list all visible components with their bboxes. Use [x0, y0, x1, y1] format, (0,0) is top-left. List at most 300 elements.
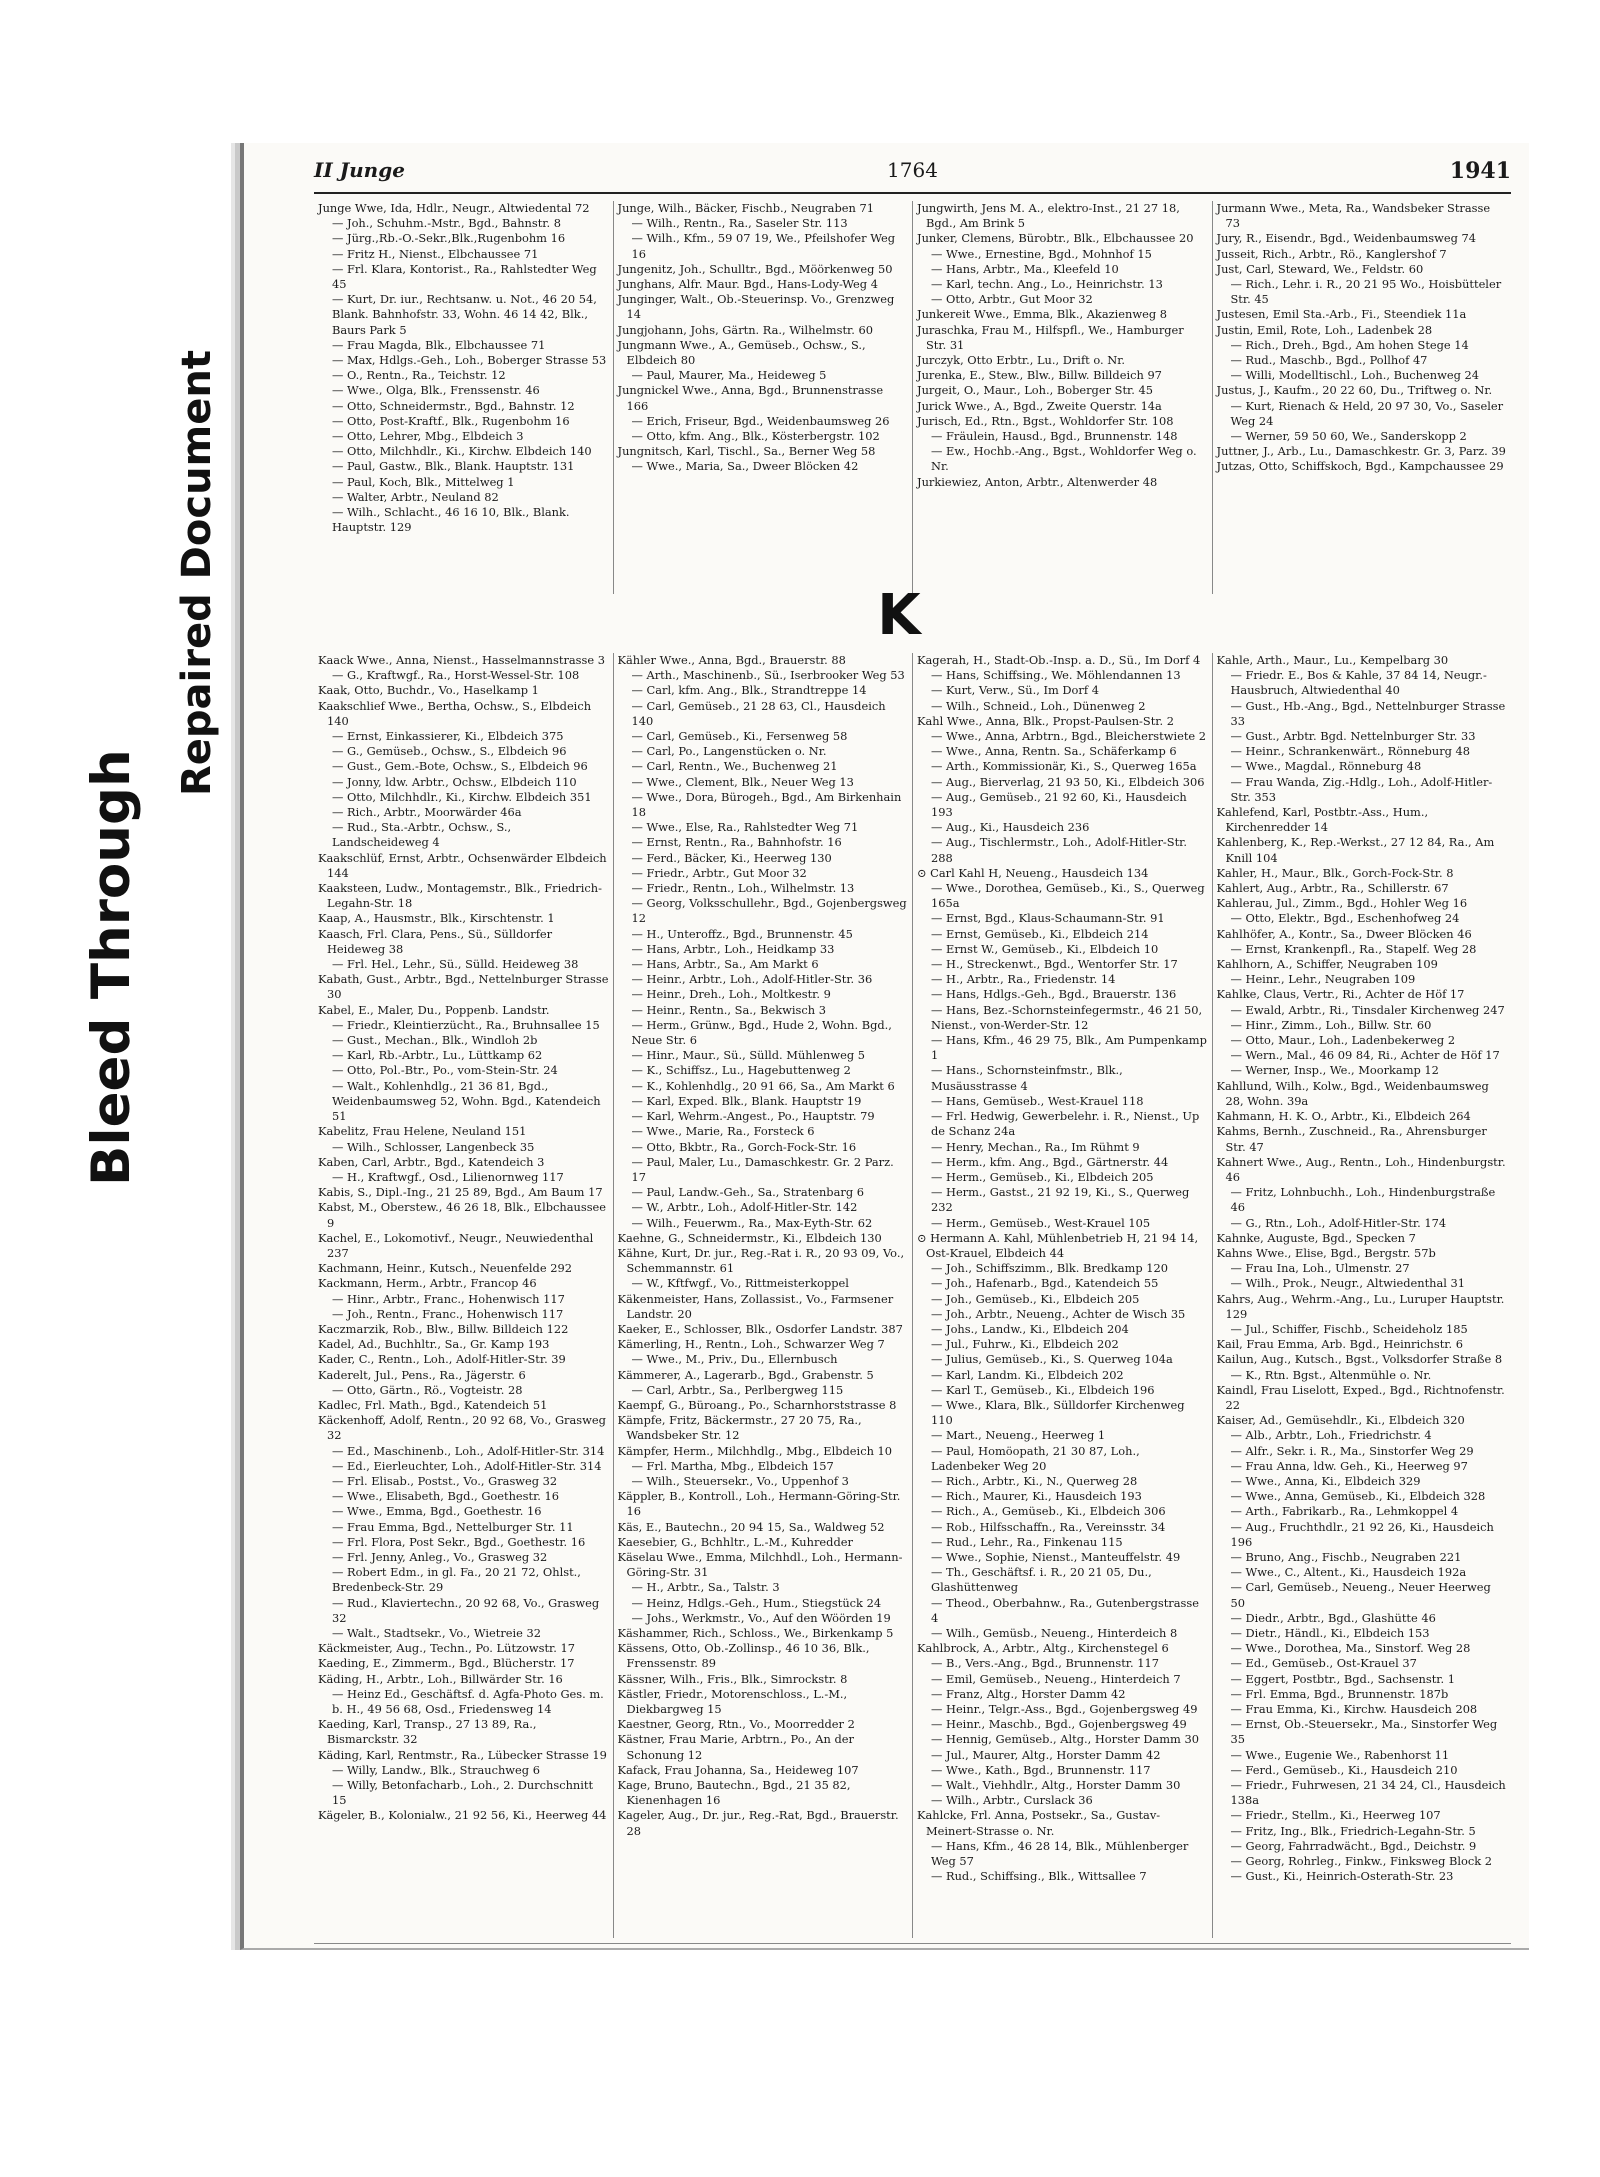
directory-entry: Kackmann, Herm., Arbtr., Francop 46 [318, 1276, 537, 1291]
top-column-2 [614, 201, 914, 594]
directory-entry: — Frl. Hedwig, Gewerbelehr. i. R., Nienst., Up de Schanz 24a [931, 1109, 1200, 1139]
directory-entry: — Wwe., C., Altent., Ki., Hausdeich 192a [1230, 1565, 1467, 1580]
directory-entry: — Friedr., Rentn., Loh., Wilhelmstr. 13 [631, 881, 855, 896]
directory-entry: — K., Rtn. Bgst., Altenmühle o. Nr. [1230, 1367, 1432, 1382]
directory-entry: Kadlec, Frl. Math., Bgd., Katendeich 51 [318, 1397, 548, 1412]
directory-entry: Käs, E., Bautechn., 20 94 15, Sa., Waldweg 52 [617, 1519, 885, 1534]
directory-entry: Kaaksteen, Ludw., Montagemstr., Blk., Friedrich-Legahn-Str. 18 [318, 881, 602, 911]
directory-entry: — Wwe., Eugenie We., Rabenhorst 11 [1230, 1747, 1450, 1762]
directory-entry: — Wwe., M., Priv., Du., Ellernbusch [631, 1352, 838, 1367]
directory-entry: — Paul, Koch, Blk., Mittelweg 1 [332, 474, 515, 489]
directory-entry: Kämpfe, Fritz, Bäckermstr., 27 20 75, Ra., Wandsbeker Str. 12 [617, 1413, 862, 1443]
directory-entry: — Otto, Pol.-Btr., Po., vom-Stein-Str. 24 [332, 1063, 558, 1078]
directory-entry: — Diedr., Arbtr., Bgd., Glashütte 46 [1230, 1610, 1436, 1625]
directory-entry: — Rud., Lehr., Ra., Finkenau 115 [931, 1534, 1123, 1549]
directory-entry: — Jürg.,Rb.-O.-Sekr.,Blk.,Rugenbohm 16 [332, 231, 566, 246]
directory-entry: — Wwe., Marie, Ra., Forsteck 6 [631, 1124, 815, 1139]
directory-entry: Kaesebier, G., Bchhltr., L.-M., Kuhredder [617, 1534, 853, 1549]
directory-entry: — Wilh., Schneid., Loh., Dünenweg 2 [931, 698, 1146, 713]
directory-entry: — Karl T., Gemüseb., Ki., Elbdeich 196 [931, 1382, 1155, 1397]
bottom-column-3 [913, 653, 1213, 1938]
directory-entry: Kagerah, H., Stadt-Ob.-Insp. a. D., Sü., Im Dorf 4 [917, 653, 1201, 667]
directory-entry: Jungenitz, Joh., Schulltr., Bgd., Möörkenweg 50 [617, 261, 893, 276]
directory-entry: Jutzas, Otto, Schiffskoch, Bgd., Kampchaussee 29 [1216, 459, 1504, 474]
directory-entry: — Wwe., Maria, Sa., Dweer Blöcken 42 [631, 459, 859, 474]
header-rule [314, 192, 1511, 194]
directory-entry: — Frau Wanda, Zig.-Hdlg., Loh., Adolf-Hitler-Str. 353 [1230, 774, 1493, 804]
directory-entry: — Fritz, Lohnbuchh., Loh., Hindenburgstraße 46 [1230, 1185, 1496, 1215]
directory-entry: — Gust., Arbtr. Bgd. Nettelnburger Str. 33 [1230, 729, 1476, 744]
directory-entry: — Frl. Elisab., Postst., Vo., Grasweg 32 [332, 1473, 558, 1488]
directory-entry: — Max, Hdlgs.-Geh., Loh., Boberger Strasse 53 [332, 353, 607, 368]
directory-entry: Kähne, Kurt, Dr. jur., Reg.-Rat i. R., 20 93 09, Vo., Schemmannstr. 61 [617, 1245, 905, 1276]
directory-entry: Kaderelt, Jul., Pens., Ra., Jägerstr. 6 [318, 1367, 526, 1382]
directory-entry: Kaben, Carl, Arbtr., Bgd., Katendeich 3 [318, 1154, 545, 1169]
directory-entry: — Rich., Arbtr., Moorwärder 46a [332, 805, 522, 820]
directory-entry: Jungnitsch, Karl, Tischl., Sa., Berner Weg 58 [617, 444, 876, 459]
directory-entry: — Frl. Klara, Kontorist., Ra., Rahlstedter Weg 45 [332, 261, 597, 292]
directory-entry: — Heinr., Arbtr., Loh., Adolf-Hitler-Str. 36 [631, 972, 873, 987]
directory-entry: Jury, R., Eisendr., Bgd., Weidenbaumsweg 74 [1216, 231, 1476, 246]
directory-entry: — Otto, Maur., Loh., Ladenbekerweg 2 [1230, 1033, 1456, 1048]
directory-entry: Jurgeit, O., Maur., Loh., Boberger Str. 45 [917, 383, 1153, 398]
directory-entry: — Heinr., Dreh., Loh., Moltkestr. 9 [631, 987, 831, 1002]
directory-entry: — Herm., Gemüseb., Ki., Elbdeich 205 [931, 1169, 1154, 1184]
directory-entry: — Emil, Gemüseb., Neueng., Hinterdeich 7 [931, 1671, 1181, 1686]
directory-entry: — Rud., Maschb., Bgd., Pollhof 47 [1230, 353, 1428, 368]
directory-entry: — Th., Geschäftsf. i. R., 20 21 05, Du., Glashüttenweg [931, 1565, 1152, 1595]
directory-entry: — H., Kraftwgf., Osd., Lilienornweg 117 [332, 1169, 564, 1184]
directory-entry: — Heinr., Lehr., Neugraben 109 [1230, 972, 1416, 987]
directory-entry: — Wilh., Gemüsb., Neueng., Hinterdeich 8 [931, 1626, 1178, 1640]
directory-entry: Kachmann, Heinr., Kutsch., Neuenfelde 292 [318, 1261, 572, 1276]
directory-entry: Kaakschlüf, Ernst, Arbtr., Ochsenwärder Elbdeich 144 [318, 850, 607, 880]
directory-entry: — Alb., Arbtr., Loh., Friedrichstr. 4 [1230, 1428, 1432, 1443]
directory-entry: Kässens, Otto, Ob.-Zollinsp., 46 10 36, Blk., Frenssenstr. 89 [617, 1641, 870, 1671]
directory-entry: Jurczyk, Otto Erbtr., Lu., Drift o. Nr. [917, 353, 1126, 368]
directory-entry: Kaakschlief Wwe., Bertha, Ochsw., S., Elbdeich 140 [318, 698, 592, 728]
directory-entry: — Joh., Schiffszimm., Blk. Bredkamp 120 [931, 1261, 1168, 1276]
directory-entry: Junkereit Wwe., Emma, Blk., Akazienweg 8 [917, 307, 1167, 322]
directory-entry: — Gust., Gem.-Bote, Ochsw., S., Elbdeich 96 [332, 759, 588, 774]
directory-entry: Kaehne, G., Schneidermstr., Ki., Elbdeich 130 [617, 1230, 882, 1245]
directory-entry: — Jul., Maurer, Altg., Horster Damm 42 [931, 1747, 1161, 1762]
directory-entry: Jurkiewiez, Anton, Arbtr., Altenwerder 48 [917, 474, 1158, 489]
directory-entry: — Johs., Landw., Ki., Elbdeich 204 [931, 1321, 1129, 1336]
directory-entry: Käkenmeister, Hans, Zollassist., Vo., Farmsener Landstr. 20 [617, 1291, 894, 1321]
directory-entry: — Wwe., Anna, Rentn. Sa., Schäferkamp 6 [931, 744, 1177, 759]
directory-entry: — Hans, Gemüseb., West-Krauel 118 [931, 1093, 1144, 1108]
directory-entry: Kaak, Otto, Buchdr., Vo., Haselkamp 1 [318, 683, 539, 698]
directory-entry: — Wwe., Sophie, Nienst., Manteuffelstr. 49 [931, 1549, 1181, 1564]
top-column-4 [1213, 201, 1512, 594]
directory-entry: Kähler Wwe., Anna, Bgd., Brauerstr. 88 [617, 653, 846, 667]
directory-entry: — Otto, Milchhdlr., Ki., Kirchw. Elbdeich 140 [332, 444, 592, 459]
directory-entry: Kahlhorn, A., Schiffer, Neugraben 109 [1216, 957, 1438, 972]
directory-entry: — Rich., Maurer, Ki., Hausdeich 193 [931, 1489, 1142, 1504]
directory-entry: — Paul, Gastw., Blk., Blank. Hauptstr. 131 [332, 459, 575, 474]
directory-entry: — Otto, kfm. Ang., Blk., Kösterbergstr. 102 [631, 429, 880, 444]
directory-entry: — Carl, Arbtr., Sa., Perlbergweg 115 [631, 1382, 844, 1397]
directory-entry: Kahllund, Wilh., Kolw., Bgd., Weidenbaumsweg 28, Wohn. 39a [1216, 1078, 1489, 1108]
directory-entry: — Hans, Arbtr., Sa., Am Markt 6 [631, 957, 819, 972]
directory-entry: Kader, C., Rentn., Loh., Adolf-Hitler-Str. 39 [318, 1352, 566, 1367]
directory-entry: Kaczmarzik, Rob., Blw., Billw. Billdeich 122 [318, 1321, 569, 1336]
directory-entry: — Hans, Arbtr., Ma., Kleefeld 10 [931, 261, 1119, 276]
directory-entry: — Franz, Altg., Horster Damm 42 [931, 1686, 1126, 1701]
directory-entry: Kaeding, Karl, Transp., 27 13 89, Ra., Bismarckstr. 32 [318, 1717, 537, 1747]
directory-entry: — Wilh., Prok., Neugr., Altwiedenthal 31 [1230, 1276, 1466, 1291]
directory-entry: — Hinr., Zimm., Loh., Billw. Str. 60 [1230, 1017, 1432, 1032]
year: 1941 [1449, 158, 1511, 184]
directory-entry: Kahlert, Aug., Arbtr., Ra., Schillerstr. 67 [1216, 881, 1449, 896]
directory-entry: — O., Rentn., Ra., Teichstr. 12 [332, 368, 506, 383]
directory-entry: — Carl, Rentn., We., Buchenweg 21 [631, 759, 838, 774]
directory-entry: Kaeding, E., Zimmerm., Bgd., Blücherstr. 17 [318, 1656, 575, 1671]
directory-entry: — Willy, Betonfacharb., Loh., 2. Durchschnitt 15 [332, 1778, 594, 1808]
directory-entry: — Wwe., Magdal., Rönneburg 48 [1230, 759, 1422, 774]
directory-entry: — Friedr., Kleintierzücht., Ra., Bruhnsallee 15 [332, 1017, 600, 1032]
directory-entry: Kadel, Ad., Buchhltr., Sa., Gr. Kamp 193 [318, 1337, 550, 1352]
directory-entry: Käckenhoff, Adolf, Rentn., 20 92 68, Vo., Grasweg 32 [318, 1413, 606, 1443]
directory-entry: Jurenka, E., Stew., Blw., Billw. Billdeich 97 [917, 368, 1162, 383]
section-letter: K [877, 583, 921, 648]
directory-entry: — Ernst, Krankenpfl., Ra., Stapelf. Weg 28 [1230, 941, 1477, 956]
directory-entry: — Wwe., Kath., Bgd., Brunnenstr. 117 [931, 1762, 1151, 1777]
directory-entry: — Carl, Gemüseb., Ki., Fersenweg 58 [631, 729, 848, 744]
directory-entry: — Wwe., Elisabeth, Bgd., Goethestr. 16 [332, 1489, 560, 1504]
directory-entry: Kailun, Aug., Kutsch., Bgst., Volksdorfer Straße 8 [1216, 1352, 1503, 1367]
directory-entry: — Hinr., Maur., Sü., Sülld. Mühlenweg 5 [631, 1048, 865, 1063]
directory-entry: — Hans, Hdlgs.-Geh., Bgd., Brauerstr. 136 [931, 987, 1177, 1002]
directory-entry: — Rud., Sta.-Arbtr., Ochsw., S., Landscheideweg 4 [332, 820, 512, 850]
directory-entry: Kabath, Gust., Arbtr., Bgd., Nettelnburger Strasse 30 [318, 972, 609, 1002]
directory-entry: Käding, H., Arbtr., Loh., Billwärder Str. 16 [318, 1671, 563, 1686]
directory-entry: Käckmeister, Aug., Techn., Po. Lützowstr. 17 [318, 1641, 575, 1656]
directory-entry: — H., Streckenwt., Bgd., Wentorfer Str. 17 [931, 957, 1178, 972]
directory-entry: — Theod., Oberbahnw., Ra., Gutenbergstrasse 4 [931, 1595, 1199, 1625]
directory-entry: Kage, Bruno, Bautechn., Bgd., 21 35 82, Kienenhagen 16 [617, 1778, 851, 1808]
directory-entry: — Otto, Milchhdlr., Ki., Kirchw. Elbdeich 351 [332, 789, 592, 804]
directory-entry: — Karl, Rb.-Arbtr., Lu., Lüttkamp 62 [332, 1048, 543, 1063]
directory-entry: — Wwe., Dora, Bürogeh., Bgd., Am Birkenhain 18 [631, 789, 902, 820]
top-entries [314, 201, 1511, 594]
directory-entry: — Heinr., Rentn., Sa., Bekwisch 3 [631, 1002, 826, 1017]
directory-entry: — Hans, Kfm., 46 28 14, Blk., Mühlenberger Weg 57 [931, 1838, 1189, 1869]
directory-entry: — Otto, Gärtn., Rö., Vogteistr. 28 [332, 1382, 523, 1397]
directory-entry: — Wwe., Olga, Blk., Frenssenstr. 46 [332, 383, 540, 398]
directory-entry: — Joh., Hafenarb., Bgd., Katendeich 55 [931, 1276, 1159, 1291]
directory-entry: — Heinr., Schrankenwärt., Rönneburg 48 [1230, 744, 1471, 759]
directory-entry: Justus, J., Kaufm., 20 22 60, Du., Triftweg o. Nr. [1216, 383, 1493, 398]
directory-entry: Kahnert Wwe., Aug., Rentn., Loh., Hindenburgstr. 46 [1216, 1154, 1506, 1184]
directory-entry: — Aug., Gemüseb., 21 92 60, Ki., Hausdeich 193 [931, 789, 1187, 820]
directory-entry: — Erich, Friseur, Bgd., Weidenbaumsweg 26 [631, 413, 890, 428]
directory-entry: — G., Rtn., Loh., Adolf-Hitler-Str. 174 [1230, 1215, 1447, 1230]
directory-entry: — Fräulein, Hausd., Bgd., Brunnenstr. 148 [931, 429, 1178, 444]
directory-entry: — Heinz Ed., Geschäftsf. d. Agfa-Photo Ges. m. b. H., 49 56 68, Osd., Friedensweg 14 [332, 1686, 604, 1717]
directory-entry: — Wwe., Dorothea, Gemüseb., Ki., S., Querweg 165a [931, 881, 1205, 911]
directory-entry: — Hans., Schornsteinfmstr., Blk., Musäusstrasse 4 [931, 1063, 1123, 1093]
directory-entry: Kaempf, G., Büroang., Po., Scharnhorststrasse 8 [617, 1397, 897, 1412]
directory-entry: Jurmann Wwe., Meta, Ra., Wandsbeker Strasse 73 [1216, 201, 1491, 231]
directory-entry: Junge, Wilh., Bäcker, Fischb., Neugraben 71 [617, 201, 874, 215]
directory-entry: — Rich., Lehr. i. R., 20 21 95 Wo., Hoisbütteler Str. 45 [1230, 277, 1502, 307]
directory-entry: Käding, Karl, Rentmstr., Ra., Lübecker Strasse 19 [318, 1747, 607, 1762]
directory-entry: — Georg, Fahrradwächt., Bgd., Deichstr. 9 [1230, 1838, 1477, 1853]
directory-entry: Kabel, E., Maler, Du., Poppenb. Landstr. [318, 1002, 550, 1017]
directory-entry: Jungjohann, Johs, Gärtn. Ra., Wilhelmstr. 60 [617, 322, 873, 337]
directory-entry: — Gust., Ki., Heinrich-Osterath-Str. 23 [1230, 1869, 1454, 1884]
directory-entry: — Dietr., Händl., Ki., Elbdeich 153 [1230, 1626, 1430, 1640]
directory-entry: — Werner, 59 50 60, We., Sanderskopp 2 [1230, 429, 1467, 444]
stamp-bleed-through: Bleed Through [81, 749, 142, 1186]
directory-entry: — Ernst, Ob.-Steuersekr., Ma., Sinstorfer Weg 35 [1230, 1717, 1498, 1747]
directory-entry: — Frl. Martha, Mbg., Elbdeich 157 [631, 1458, 834, 1473]
directory-entry: — W., Kftfwgf., Vo., Rittmeisterkoppel [631, 1276, 849, 1291]
directory-entry: — Ernst, Gemüseb., Ki., Elbdeich 214 [931, 926, 1149, 941]
top-column-3 [913, 201, 1213, 594]
bottom-entries [314, 653, 1511, 1938]
directory-entry: — Heinz, Hdlgs.-Geh., Hum., Stiegstück 24 [631, 1595, 882, 1610]
directory-page [240, 143, 1529, 1950]
directory-entry: — Heinr., Telgr.-Ass., Bgd., Gojenbergsweg 49 [931, 1702, 1198, 1717]
directory-entry: — Ed., Eierleuchter, Loh., Adolf-Hitler-Str. 314 [332, 1458, 602, 1473]
directory-entry: Kaiser, Ad., Gemüsehdlr., Ki., Elbdeich 320 [1216, 1413, 1465, 1428]
directory-entry: Kahlcke, Frl. Anna, Postsekr., Sa., Gustav-Meinert-Strasse o. Nr. [917, 1808, 1161, 1838]
directory-entry: — Rud., Klaviertechn., 20 92 68, Vo., Grasweg 32 [332, 1595, 600, 1625]
page-header [314, 158, 1511, 188]
directory-entry: — Joh., Schuhm.-Mstr., Bgd., Bahnstr. 8 [332, 216, 561, 231]
directory-entry: Kahnke, Auguste, Bgd., Specken 7 [1216, 1230, 1416, 1245]
directory-entry: — Paul, Landw.-Geh., Sa., Stratenbarg 6 [631, 1185, 864, 1200]
directory-entry: — Friedr., Fuhrwesen, 21 34 24, Cl., Hausdeich 138a [1230, 1778, 1506, 1808]
directory-entry: — H., Arbtr., Ra., Friedenstr. 14 [931, 972, 1116, 987]
directory-entry: — Joh., Rentn., Franc., Hohenwisch 117 [332, 1306, 564, 1321]
directory-entry: Kachel, E., Lokomotivf., Neugr., Neuwiedenthal 237 [318, 1230, 594, 1260]
directory-entry: Jusseit, Rich., Arbtr., Rö., Kanglershof 7 [1216, 246, 1447, 261]
directory-entry: — Rich., A., Gemüseb., Ki., Elbdeich 306 [931, 1504, 1166, 1519]
directory-entry: Kaestner, Georg, Rtn., Vo., Moorredder 2 [617, 1717, 855, 1732]
directory-entry: — Paul, Maler, Lu., Damaschkestr. Gr. 2 Parz. 17 [631, 1154, 894, 1184]
directory-entry: — Wilh., Schlosser, Langenbeck 35 [332, 1139, 535, 1154]
directory-entry: Kageler, Aug., Dr. jur., Reg.-Rat, Bgd., Brauerstr. 28 [617, 1808, 899, 1838]
directory-entry: Käselau Wwe., Emma, Milchhdl., Loh., Hermann-Göring-Str. 31 [617, 1549, 903, 1580]
directory-entry: — Willi, Modelltischl., Loh., Buchenweg 24 [1230, 368, 1479, 383]
directory-entry: — Joh., Gemüseb., Ki., Elbdeich 205 [931, 1291, 1140, 1306]
directory-entry: Juraschka, Frau M., Hilfspfl., We., Hamburger Str. 31 [917, 322, 1184, 352]
directory-entry: — Wwe., Ernestine, Bgd., Mohnhof 15 [931, 246, 1152, 261]
directory-entry: — Gust., Mechan., Blk., Windloh 2b [332, 1033, 538, 1048]
directory-entry: — Rich., Arbtr., Ki., N., Querweg 28 [931, 1473, 1138, 1488]
directory-entry: — Frl. Flora, Post Sekr., Bgd., Goethestr. 16 [332, 1534, 586, 1549]
directory-entry: — Walt., Kohlenhdlg., 21 36 81, Bgd., Weidenbaumsweg 52, Wohn. Bgd., Katendeich 51 [332, 1078, 601, 1124]
directory-entry: — Frl. Hel., Lehr., Sü., Sülld. Heideweg 38 [332, 957, 579, 972]
directory-entry: — Wilh., Arbtr., Curslack 36 [931, 1793, 1093, 1808]
directory-entry: — Hennig, Gemüseb., Altg., Horster Damm 30 [931, 1732, 1199, 1747]
directory-entry: Kahl Wwe., Anna, Blk., Propst-Paulsen-Str. 2 [917, 713, 1174, 728]
directory-entry: Kästner, Frau Marie, Arbtrn., Po., An der Schonung 12 [617, 1732, 854, 1762]
directory-entry: — Wwe., Anna, Gemüseb., Ki., Elbdeich 328 [1230, 1489, 1486, 1504]
directory-entry: — Ferd., Gemüseb., Ki., Hausdeich 210 [1230, 1762, 1458, 1777]
directory-entry: Käppler, B., Kontroll., Loh., Hermann-Göring-Str. 16 [617, 1489, 901, 1519]
directory-entry: ⊙ Hermann A. Kahl, Mühlenbetrieb H, 21 94 14, Ost-Krauel, Elbdeich 44 [917, 1230, 1199, 1260]
directory-entry: — Wilh., Schlacht., 46 16 10, Blk., Blank. Hauptstr. 129 [332, 505, 570, 535]
directory-entry: Kahlhöfer, A., Kontr., Sa., Dweer Blöcken 46 [1216, 926, 1472, 941]
directory-entry: — Jonny, ldw. Arbtr., Ochsw., Elbdeich 110 [332, 774, 577, 789]
directory-entry: — Rud., Schiffsing., Blk., Wittsallee 7 [931, 1869, 1147, 1884]
directory-entry: — Frau Magda, Blk., Elbchaussee 71 [332, 337, 546, 352]
directory-entry: — Friedr., Stellm., Ki., Heerweg 107 [1230, 1808, 1441, 1823]
directory-entry: Kaack Wwe., Anna, Nienst., Hasselmannstrasse 3 [318, 653, 605, 667]
directory-entry: — Ew., Hochb.-Ang., Bgst., Wohldorfer Weg o. Nr. [931, 444, 1197, 474]
directory-entry: Jungnickel Wwe., Anna, Bgd., Brunnenstrasse 166 [617, 383, 884, 413]
directory-entry: — Mart., Neueng., Heerweg 1 [931, 1428, 1106, 1443]
directory-entry: — Ernst, Einkassierer, Ki., Elbdeich 375 [332, 729, 564, 744]
directory-entry: — Wwe., Dorothea, Ma., Sinstorf. Weg 28 [1230, 1641, 1471, 1656]
directory-entry: — Johs., Werkmstr., Vo., Auf den Wöörden 19 [631, 1610, 891, 1625]
directory-entry: — Paul, Maurer, Ma., Heideweg 5 [631, 368, 827, 383]
directory-entry: Kahms, Bernh., Zuschneid., Ra., Ahrensburger Str. 47 [1216, 1124, 1487, 1154]
directory-entry: — Kurt, Dr. iur., Rechtsanw. u. Not., 46 20 54, Blank. Bahnhofstr. 33, Wohn. 46 14 42, Blk., Baurs Park 5 [332, 292, 597, 337]
directory-entry: Kahrs, Aug., Wehrm.-Ang., Lu., Luruper Hauptstr. 129 [1216, 1291, 1505, 1321]
directory-entry: — Frl. Emma, Bgd., Brunnenstr. 187b [1230, 1686, 1449, 1701]
directory-entry: — Jul., Fuhrw., Ki., Elbdeich 202 [931, 1337, 1119, 1352]
directory-entry: Kahlerau, Jul., Zimm., Bgd., Hohler Weg 16 [1216, 896, 1468, 911]
directory-entry: — Wilh., Kfm., 59 07 19, We., Pfeilshofer Weg 16 [631, 231, 896, 261]
directory-entry: — Jul., Schiffer, Fischb., Scheideholz 185 [1230, 1321, 1468, 1336]
directory-entry: — Otto, Lehrer, Mbg., Elbdeich 3 [332, 429, 524, 444]
bottom-rule [314, 1943, 1511, 1944]
directory-entry: — Wwe., Klara, Blk., Sülldorfer Kirchenweg 110 [931, 1397, 1185, 1428]
directory-entry: Justesen, Emil Sta.-Arb., Fi., Steendiek 11a [1216, 307, 1467, 322]
directory-entry: — Aug., Ki., Hausdeich 236 [931, 820, 1090, 835]
directory-entry: — Otto, Bkbtr., Ra., Gorch-Fock-Str. 16 [631, 1139, 857, 1154]
directory-entry: — Hans, Arbtr., Loh., Heidkamp 33 [631, 941, 835, 956]
directory-entry: Kästler, Friedr., Motorenschloss., L.-M., Diekbargweg 15 [617, 1686, 848, 1717]
directory-entry: — Georg, Volksschullehr., Bgd., Gojenbergsweg 12 [631, 896, 907, 926]
directory-entry: — Hinr., Arbtr., Franc., Hohenwisch 117 [332, 1291, 565, 1306]
directory-entry: Käshammer, Rich., Schloss., We., Birkenkamp 5 [617, 1626, 894, 1640]
directory-entry: — Wwe., Emma, Bgd., Goethestr. 16 [332, 1504, 542, 1519]
directory-entry: Kail, Frau Emma, Arb. Bgd., Heinrichstr. 6 [1216, 1337, 1463, 1352]
directory-entry: — Ed., Maschinenb., Loh., Adolf-Hitler-Str. 314 [332, 1443, 605, 1458]
page-number: 1764 [887, 158, 938, 182]
bottom-column-1 [314, 653, 614, 1938]
directory-entry: — Aug., Bierverlag, 21 93 50, Ki., Elbdeich 306 [931, 774, 1205, 789]
directory-entry: — Wilh., Feuerwm., Ra., Max-Eyth-Str. 62 [631, 1215, 873, 1230]
directory-entry: — Aug., Fruchthdlr., 21 92 26, Ki., Hausdeich 196 [1230, 1519, 1494, 1549]
directory-entry: — Joh., Arbtr., Neueng., Achter de Wisch 35 [931, 1306, 1186, 1321]
directory-entry: Just, Carl, Steward, We., Feldstr. 60 [1216, 261, 1424, 276]
directory-entry: — Alfr., Sekr. i. R., Ma., Sinstorfer Weg 29 [1230, 1443, 1474, 1458]
directory-entry: — Wilh., Rentn., Ra., Saseler Str. 113 [631, 216, 848, 231]
directory-entry: — Frau Anna, ldw. Geh., Ki., Heerweg 97 [1230, 1458, 1468, 1473]
directory-entry: Juttner, J., Arb., Lu., Damaschkestr. Gr. 3, Parz. 39 [1216, 444, 1506, 459]
directory-entry: — Aug., Tischlermstr., Loh., Adolf-Hitler-Str. 288 [931, 835, 1187, 865]
directory-entry: — Kurt, Rienach & Held, 20 97 30, Vo., Saseler Weg 24 [1230, 398, 1504, 428]
directory-entry: — Hans, Schiffsing., We. Möhlendannen 13 [931, 668, 1181, 683]
directory-entry: — Karl, Wehrm.-Angest., Po., Hauptstr. 79 [631, 1109, 875, 1124]
directory-entry: — Ewald, Arbtr., Ri., Tinsdaler Kirchenweg 247 [1230, 1002, 1505, 1017]
directory-entry: — Hans, Kfm., 46 29 75, Blk., Am Pumpenkamp 1 [931, 1033, 1207, 1063]
directory-entry: — Walt., Stadtsekr., Vo., Wietreie 32 [332, 1626, 542, 1640]
directory-entry: Junginger, Walt., Ob.-Steuerinsp. Vo., Grenzweg 14 [617, 292, 895, 322]
directory-entry: Jurick Wwe., A., Bgd., Zweite Querstr. 14a [917, 398, 1162, 413]
directory-entry: — H., Arbtr., Sa., Talstr. 3 [631, 1580, 780, 1595]
directory-entry: Jurisch, Ed., Rtn., Bgst., Wohldorfer Str. 108 [917, 413, 1174, 428]
directory-entry: — Fritz H., Nienst., Elbchaussee 71 [332, 246, 539, 261]
directory-entry: Justin, Emil, Rote, Loh., Ladenbek 28 [1216, 322, 1433, 337]
directory-entry: — Heinr., Maschb., Bgd., Gojenbergsweg 49 [931, 1717, 1187, 1732]
directory-entry: — Arth., Fabrikarb., Ra., Lehmkoppel 4 [1230, 1504, 1459, 1519]
directory-entry: — Arth., Kommissionär, Ki., S., Querweg 165a [931, 759, 1197, 774]
directory-entry: — Eggert, Postbtr., Bgd., Sachsenstr. 1 [1230, 1671, 1455, 1686]
directory-entry: — Frau Ina, Loh., Ulmenstr. 27 [1230, 1261, 1410, 1276]
directory-entry: — Wwe., Anna, Ki., Elbdeich 329 [1230, 1473, 1421, 1488]
directory-entry: — Wern., Mal., 46 09 84, Ri., Achter de Höf 17 [1230, 1048, 1500, 1063]
running-head: II Junge [314, 158, 405, 182]
directory-entry: Kämmerer, A., Lagerarb., Bgd., Grabenstr. 5 [617, 1367, 874, 1382]
directory-entry: Kahmann, H. K. O., Arbtr., Ki., Elbdeich 264 [1216, 1109, 1471, 1124]
directory-entry: Kabis, S., Dipl.-Ing., 21 25 89, Bgd., Am Baum 17 [318, 1185, 603, 1200]
stamp-repaired-document: Repaired Document [174, 350, 220, 796]
directory-entry: — Wwe., Anna, Arbtrn., Bgd., Bleicherstwiete 2 [931, 729, 1207, 744]
directory-entry: — Walt., Viehhdlr., Altg., Horster Damm 30 [931, 1778, 1181, 1793]
directory-entry: Kabst, M., Oberstew., 46 26 18, Blk., Elbchaussee 9 [318, 1200, 607, 1230]
directory-entry: — Henry, Mechan., Ra., Im Rühmt 9 [931, 1139, 1140, 1154]
directory-entry: Junghans, Alfr. Maur. Bgd., Hans-Lody-Weg 4 [617, 277, 878, 292]
directory-entry: — Willy, Landw., Blk., Strauchweg 6 [332, 1762, 540, 1777]
directory-entry: — Hans, Bez.-Schornsteinfegermstr., 46 21 50, Nienst., von-Werder-Str. 12 [931, 1002, 1203, 1032]
directory-entry: — K., Schiffsz., Lu., Hagebuttenweg 2 [631, 1063, 851, 1078]
directory-entry: — Georg, Rohrleg., Finkw., Finksweg Block 2 [1230, 1854, 1493, 1869]
directory-entry: Kaasch, Frl. Clara, Pens., Sü., Sülldorfer Heideweg 38 [318, 926, 553, 956]
directory-entry: — Ernst W., Gemüseb., Ki., Elbdeich 10 [931, 941, 1159, 956]
directory-entry: — Frau Emma, Bgd., Nettelburger Str. 11 [332, 1519, 574, 1534]
bottom-column-4 [1213, 653, 1512, 1938]
directory-entry: Kaap, A., Hausmstr., Blk., Kirschtenstr. 1 [318, 911, 555, 926]
directory-entry: Kahlke, Claus, Vertr., Ri., Achter de Höf 17 [1216, 987, 1465, 1002]
directory-entry: Kägeler, B., Kolonialw., 21 92 56, Ki., Heerweg 44 [318, 1808, 607, 1823]
directory-entry: — Paul, Homöopath, 21 30 87, Loh., Ladenbeker Weg 20 [931, 1443, 1140, 1473]
directory-entry: — Julius, Gemüseb., Ki., S. Querweg 104a [931, 1352, 1173, 1367]
directory-entry: Kämpfer, Herm., Milchhdlg., Mbg., Elbdeich 10 [617, 1443, 893, 1458]
directory-entry: — G., Kraftwgf., Ra., Horst-Wessel-Str. 108 [332, 668, 580, 683]
directory-entry: Jungwirth, Jens M. A., elektro-Inst., 21 27 18, Bgd., Am Brink 5 [917, 201, 1180, 231]
directory-entry: Kahlefend, Karl, Postbtr.-Ass., Hum., Kirchenredder 14 [1216, 805, 1429, 835]
directory-entry: — Herm., Grünw., Bgd., Hude 2, Wohn. Bgd., Neue Str. 6 [631, 1017, 892, 1048]
directory-entry: Kahle, Arth., Maur., Lu., Kempelbarg 30 [1216, 653, 1449, 667]
directory-entry: — Kurt, Verw., Sü., Im Dorf 4 [931, 683, 1099, 698]
directory-entry: — Friedr., Arbtr., Gut Moor 32 [631, 865, 807, 880]
directory-entry: — Frl. Jenny, Anleg., Vo., Grasweg 32 [332, 1549, 548, 1564]
directory-entry: — H., Unteroffz., Bgd., Brunnenstr. 45 [631, 926, 853, 941]
directory-entry: — Herm., kfm. Ang., Bgd., Gärtnerstr. 44 [931, 1154, 1169, 1169]
directory-entry: — Ferd., Bäcker, Ki., Heerweg 130 [631, 850, 832, 865]
directory-entry: — Ernst, Bgd., Klaus-Schaumann-Str. 91 [931, 911, 1165, 926]
directory-entry: — Karl, Exped. Blk., Blank. Hauptstr 19 [631, 1093, 862, 1108]
directory-entry: Kässner, Wilh., Fris., Blk., Simrockstr. 8 [617, 1671, 848, 1686]
top-column-1 [314, 201, 614, 594]
directory-entry: — Karl, techn. Ang., Lo., Heinrichstr. 13 [931, 277, 1163, 292]
directory-entry: Kahler, H., Maur., Blk., Gorch-Fock-Str. 8 [1216, 865, 1454, 880]
directory-entry: — Robert Edm., in gl. Fa., 20 21 72, Ohlst., Bredenbeck-Str. 29 [332, 1565, 581, 1595]
directory-entry: Kahlbrock, A., Arbtr., Altg., Kirchenstegel 6 [917, 1641, 1169, 1656]
directory-entry: — Friedr. E., Bos & Kahle, 37 84 14, Neugr.-Hausbruch, Altwiedenthal 40 [1230, 668, 1487, 698]
directory-entry: — Frau Emma, Ki., Kirchw. Hausdeich 208 [1230, 1702, 1478, 1717]
directory-entry: — Wwe., Clement, Blk., Neuer Weg 13 [631, 774, 854, 789]
